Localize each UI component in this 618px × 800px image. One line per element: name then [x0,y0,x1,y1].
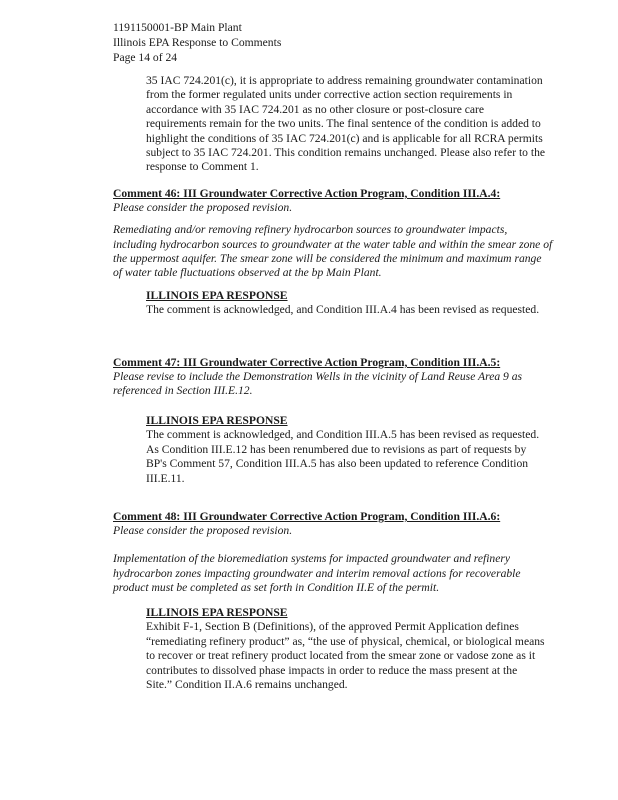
response-48 [146,606,546,692]
intro-paragraph: 35 IAC 724.201(c), it is appropriate to address remaining groundwater contamination from the former regulated units under corrective action section requirements in accordance with 35 IAC 724.201 as no other closure or post-closure care requirements remain for the two units. The final sentence of the condition is added to highlight the conditions of 35 IAC 724.201(c) and is applicable for all RCRA permits subject to 35 IAC 724.201. This condition remains unchanged. Please also refer to the response to Comment 1. [146,74,546,174]
response-text: Exhibit F-1, Section B (Definitions), of the approved Permit Application defines “remediating refinery product” as, “the use of physical, chemical, or biological means to recover or treat refinery product located from the smear zone or vadose zone as it contributes to dissolved phase impacts in order to reduce the mass present at the Site.” Condition II.A.6 remains unchanged. [146,620,545,692]
comment-46 [113,187,553,280]
comment-47 [113,356,553,399]
comment-title: Comment 47: III Groundwater Corrective Action Program, Condition III.A.5: [113,356,501,369]
page-header [113,20,281,65]
comment-request: Please revise to include the Demonstration Wells in the vicinity of Land Reuse Area 9 as referenced in Section III.E.12. [113,370,523,398]
response-title: ILLINOIS EPA RESPONSE [146,414,288,427]
comment-detail: Remediating and/or removing refinery hydrocarbon sources to groundwater impacts, including hydrocarbon sources to groundwater at the water table and within the smear zone of the uppermost aquifer. The smear zone will be considered the minimum and maximum range of water table fluctuations observed at the bp Main Plant. [113,223,553,280]
comment-title: Comment 46: III Groundwater Corrective Action Program, Condition III.A.4: [113,187,501,200]
comment-request: Please consider the proposed revision. [113,201,293,215]
response-title: ILLINOIS EPA RESPONSE [146,289,288,302]
comment-title: Comment 48: III Groundwater Corrective Action Program, Condition III.A.6: [113,510,501,523]
header-permit-id: 1191150001-BP Main Plant [113,21,242,34]
header-page-number: Page 14 of 24 [113,51,178,64]
comment-48 [113,510,553,595]
response-47 [146,414,546,486]
response-title: ILLINOIS EPA RESPONSE [146,606,288,619]
response-text: The comment is acknowledged, and Condition III.A.5 has been revised as requested. As Condition III.E.12 has been renumbered due to revisions as part of requests by BP's Comment 57, Condition III.A.5 has also been updated to reference Condition III.E.11. [146,428,540,485]
response-46 [146,289,546,318]
header-doc-title: Illinois EPA Response to Comments [113,36,282,49]
comment-request: Please consider the proposed revision. [113,524,293,538]
comment-detail: Implementation of the bioremediation systems for impacted groundwater and refinery hydrocarbon zones impacting groundwater and interim removal actions for recoverable product must be completed as set forth in Condition II.E of the permit. [113,552,521,594]
response-text: The comment is acknowledged, and Condition III.A.4 has been revised as requested. [146,303,540,317]
